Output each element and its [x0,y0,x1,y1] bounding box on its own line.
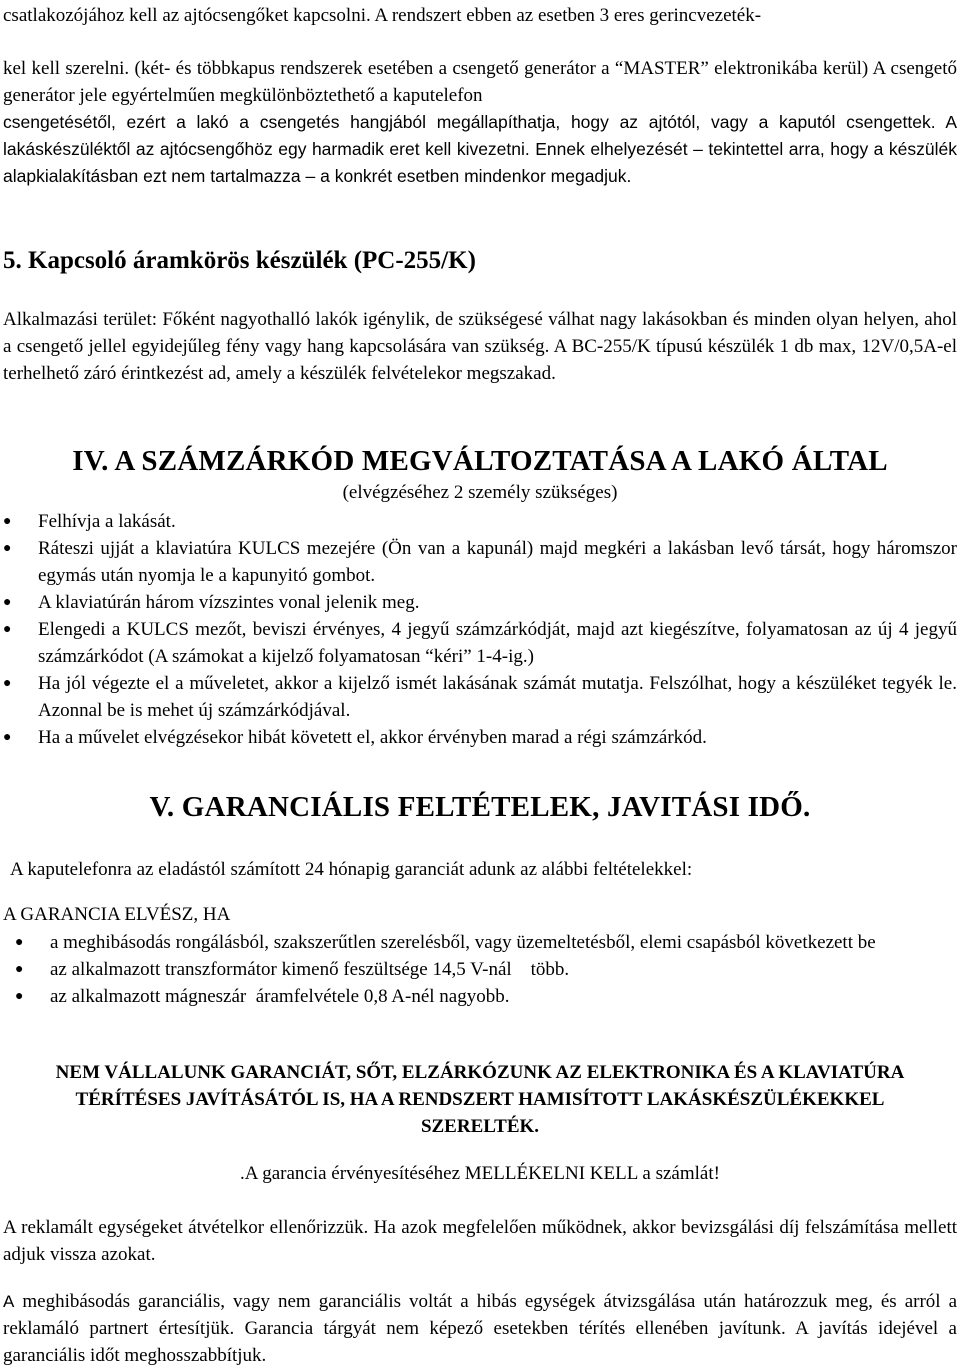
list-item: ● A klaviatúrán három vízszintes vonal jelenik meg. [0,589,957,616]
section-iv-steps [0,508,957,751]
list-item: ● Felhívja a lakását. [0,508,957,535]
list-item: ● Ha a művelet elvégzésekor hibát követett el, akkor érvényben marad a régi számzárkód. [0,724,957,751]
bullet-icon: ● [3,514,12,529]
section-v-heading: V. GARANCIÁLIS FELTÉTELEK, JAVITÁSI IDŐ. [149,791,811,823]
intro-first-line: csatlakozójához kell az ajtócsengőket kapcsolni. A rendszert ebben az esetben 3 eres gerincvezeték- [3,5,762,26]
section-iv-subheading: (elvégzéséhez 2 személy szükséges) [342,482,618,503]
section-iv-heading: IV. A SZÁMZÁRKÓD MEGVÁLTOZTATÁSA A LAKÓ ÁLTAL [72,445,888,477]
repair-paragraph-text: meghibásodás garanciális, vagy nem garanciális voltát a hibás egységek átvizsgálása után határozzuk meg, és arról a reklamáló partnert értesítjük. Garancia tárgyát nem képező esetekben térítés ellenében javítunk. A javítás idejével a garanciális időt meghosszabbítjuk. [3,1291,957,1366]
review-paragraph: A reklamált egységeket átvételkor ellenőrizzük. Ha azok megfelelően működnek, akkor bevizsgálási díj felszámítása mellett adjuk vissza azokat. [3,1217,957,1265]
bullet-icon: ● [15,935,24,950]
bullet-icon: ● [15,989,24,1004]
bullet-icon: ● [3,595,12,610]
warranty-loss-conditions [12,929,957,1010]
section-5-heading: 5. Kapcsoló áramkörös készülék (PC-255/K) [3,247,476,274]
bullet-icon: ● [3,622,12,637]
repair-paragraph-initial: A [3,1292,15,1311]
list-item: ● Ráteszi ujját a klaviatúra KULCS mezejére (Ön van a kapunál) majd megkéri a lakásban levő társát, hogy háromszor egymás után nyomja le a kapunyitó gombot. [0,535,957,589]
no-warranty-warning: NEM VÁLLALUNK GARANCIÁT, SŐT, ELZÁRKÓZUNK AZ ELEKTRONIKA ÉS A KLAVIATÚRA TÉRÍTÉSES JAVÍTÁSÁTÓL IS, HA A RENDSZERT HAMISÍTOTT LAKÁSKÉSZÜLÉKEKKEL SZERELTÉK. [55,1062,905,1137]
warranty-loss-title: A GARANCIA ELVÉSZ, HA [3,904,231,925]
list-item: ● Ha jól végezte el a műveletet, akkor a kijelző ismét lakásának számát mutatja. Felszólhat, hogy a készüléket tegyék le. Azonnal be is mehet új számzárkódjával. [0,670,957,724]
list-item: ● az alkalmazott transzformátor kimenő feszültsége 14,5 V-nál több. [12,956,957,983]
invoice-note: .A garancia érvényesítéséhez MELLÉKELNI KELL a számlát! [240,1163,720,1184]
intro-paragraph: kel kell szerelni. (két- és többkapus rendszerek esetében a csengető generátor a “MASTER” elektronikába kerül) A csengető generátor jele egyértelműen megkülönböztethető a kaputelefon [3,58,957,106]
bullet-icon: ● [3,730,12,745]
list-item: ● az alkalmazott mágneszár áramfelvétele 0,8 A-nél nagyobb. [12,983,957,1010]
repair-paragraph [3,1288,957,1369]
bullet-icon: ● [15,962,24,977]
list-item: ● a meghibásodás rongálásból, szakszerűtlen szerelésből, vagy üzemeltetésből, elemi csapásból következett be [12,929,957,956]
warranty-intro: A kaputelefonra az eladástól számított 24 hónapig garanciát adunk az alábbi feltételekkel: [10,859,693,880]
intro-sans-paragraph: csengetésétől, ezért a lakó a csengetés hangjából megállapíthatja, hogy az ajtótól, vagy a kaputól csengettek. A lakáskészüléktől az ajtócsengőhöz egy harmadik eret kell kivezetni. Ennek elhelyezését – tekintettel arra, hogy a készülék alapkialakításban ezt nem tartalmazza – a konkrét esetben mindenkor megadjuk. [3,112,957,186]
section-5-body: Alkalmazási terület: Főként nagyothalló lakók igénylik, de szükségesé válhat nagy lakásokban és minden olyan helyen, ahol a csengető jellel egyidejűleg fény vagy hang kapcsolására van szükség. A BC-255/K típusú készülék 1 db max, 12V/0,5A-el terhelhető záró érintkezést ad, amely a készülék felvételekor megszakad. [3,309,957,384]
bullet-icon: ● [3,541,12,556]
bullet-icon: ● [3,676,12,691]
list-item: ● Elengedi a KULCS mezőt, beviszi érvényes, 4 jegyű számzárkódját, majd azt kiegészítve, folyamatosan az új 4 jegyű számzárkódot (A számokat a kijelző folyamatosan “kéri” 1-4-ig.) [0,616,957,670]
